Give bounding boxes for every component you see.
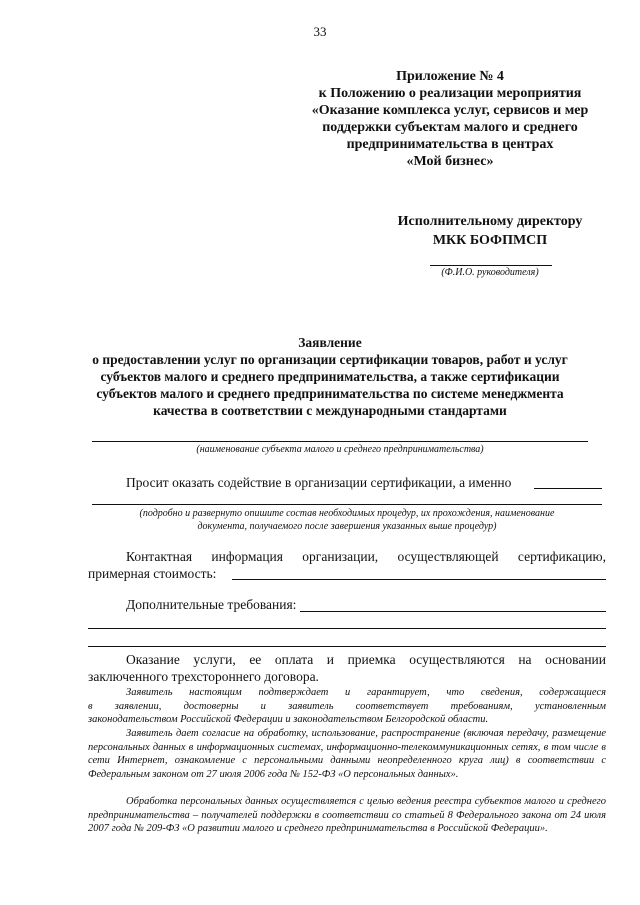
- cost-fill-line[interactable]: [232, 579, 606, 580]
- statement-subtitle-line: о предоставлении услуг по организации сертификации товаров, работ и услуг: [92, 352, 568, 367]
- appendix-line: Приложение № 4: [396, 69, 504, 84]
- purpose-paragraph: Обработка персональных данных осуществляется с целью ведения реестра субъектов малого и среднего предпринимательства – получателей поддержки в соответствии со статьей 8 Федерального закона от 24 июля 2007 года № 209-ФЗ «О развитии малого и среднего предпринимательства в Российской Федерации».: [88, 796, 606, 834]
- statement-subtitle-line: субъектов малого и среднего предпринимательства, а также сертификации: [100, 369, 560, 384]
- extra-requirements-line1[interactable]: [300, 611, 606, 612]
- appendix-header: [300, 68, 600, 170]
- statement-title: Заявление: [298, 335, 362, 350]
- payment-text-line2: заключенного трехстороннего договора.: [88, 669, 319, 684]
- procedure-caption-line: документа, получаемого после завершения указанных выше процедур): [197, 521, 497, 532]
- procedure-caption: [86, 507, 608, 533]
- request-text: Просит оказать содействие в организации сертификации, а именно: [126, 475, 512, 490]
- confirmation-line: законодательством Российской Федерации и законодательством Белгородской области.: [88, 714, 489, 725]
- appendix-line: поддержки субъектам малого и среднего: [322, 120, 578, 135]
- appendix-line: предпринимательства в центрах: [346, 137, 554, 152]
- statement-title-block: [60, 334, 600, 419]
- appendix-line: «Мой бизнес»: [406, 154, 494, 169]
- extra-requirements-line3[interactable]: [88, 646, 606, 647]
- confirmation-line: Заявитель настоящим подтверждает и гарантирует, что сведения, содержащиеся: [126, 687, 606, 698]
- procedure-caption-line: (подробно и развернуто опишите состав необходимых процедур, их прохождения, наименование: [139, 508, 555, 519]
- extra-requirements-line2[interactable]: [88, 628, 606, 629]
- contact-info-line2: примерная стоимость:: [88, 566, 217, 581]
- request-fill-line[interactable]: [534, 488, 602, 489]
- addressee-title: Исполнительному директору: [397, 214, 583, 229]
- confirmation-line: в заявлении, достоверны и заявитель соответствует требованиям, установленным: [88, 700, 606, 712]
- procedure-line[interactable]: [92, 504, 602, 505]
- appendix-line: «Оказание комплекса услуг, сервисов и мер: [311, 103, 589, 118]
- statement-subtitle-line: качества в соответствии с международными стандартами: [153, 403, 507, 418]
- contact-info-line1: Контактная информация организации, осуществляющей сертификацию,: [126, 549, 606, 564]
- extra-requirements-label: Дополнительные требования:: [126, 597, 297, 612]
- subject-name-line[interactable]: [92, 441, 588, 442]
- consent-paragraph: Заявитель дает согласие на обработку, использование, распространение (включая передачу, размещение персональных данных в информационных системах, информационно-телекоммуникационных сетях, в том числе в сети Интернет, ознакомление с персональными данными неопределенного круга лиц) в соответствии с Федеральным законом от 27 июля 2006 года № 152-ФЗ «О персональных данных».: [88, 728, 606, 780]
- appendix-line: к Положению о реализации мероприятия: [318, 86, 582, 101]
- confirmation-paragraph: [88, 686, 606, 727]
- addressee-org: МКК БОФПМСП: [432, 233, 548, 248]
- addressee-block: [380, 212, 600, 250]
- payment-text-line1: Оказание услуги, ее оплата и приемка осуществляются на основании: [126, 652, 606, 667]
- director-name-line[interactable]: [430, 265, 552, 266]
- director-name-caption: (Ф.И.О. руководителя): [441, 267, 539, 278]
- page-number: 33: [313, 24, 327, 39]
- subject-name-caption: (наименование субъекта малого и среднего предпринимательства): [196, 444, 484, 455]
- statement-subtitle-line: субъектов малого и среднего предпринимательства по системе менеджмента: [96, 386, 564, 401]
